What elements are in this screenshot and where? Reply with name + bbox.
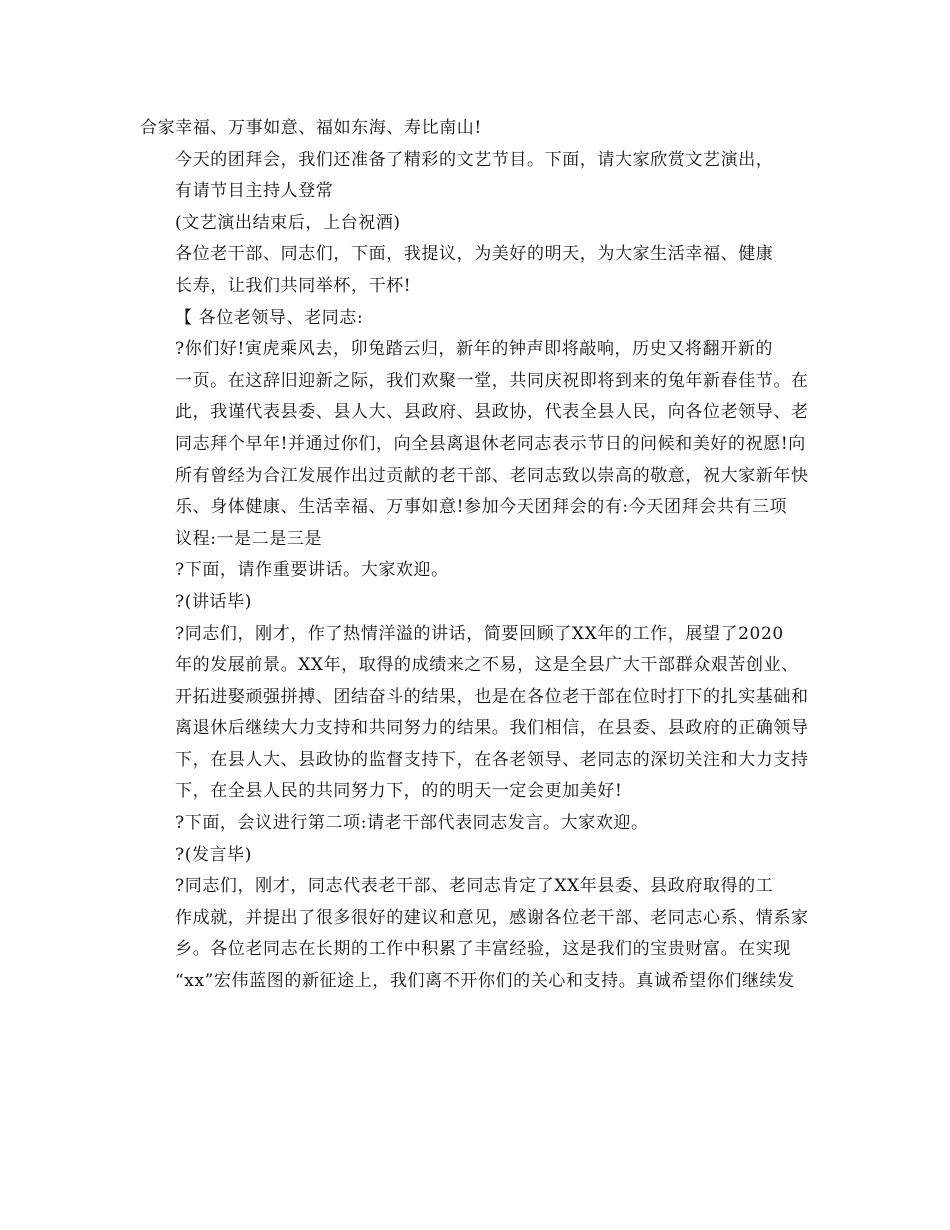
- text-line: ?你们好!寅虎乘风去，卯兔踏云归，新年的钟声即将敲响，历史又将翻开新的: [175, 339, 773, 360]
- text-line: 各位老干部、同志们，下面，我提议，为美好的明天，为大家生活幸福、健康: [175, 244, 774, 265]
- text-line: 所有曾经为合江发展作出过贡献的老干部、老同志致以崇高的敬意，祝大家新年快: [175, 465, 809, 486]
- text-line: 长寿，让我们共同举杯，干杯!: [175, 275, 412, 296]
- text-line: 下，在全县人民的共同努力下，的的明天一定会更加美好!: [175, 781, 623, 802]
- text-line: 今天的团拜会，我们还准备了精彩的文艺节目。下面，请大家欣赏文艺演出，: [175, 149, 774, 170]
- text-line: 此，我谨代表县委、县人大、县政府、县政协，代表全县人民，向各位老领导、老: [175, 402, 809, 423]
- text-line: ?同志们，刚才，同志代表老干部、老同志肯定了XX年县委、县政府取得的工: [175, 876, 774, 897]
- paragraph: [140, 239, 812, 302]
- text-line: 同志拜个早年!并通过你们，向全县离退休老同志表示节日的问候和美好的祝愿!向: [175, 433, 806, 454]
- paragraph: [140, 871, 812, 997]
- text-line: 议程:一是二是三是: [175, 528, 323, 549]
- text-line: 乐、身体健康、生活幸福、万事如意!参加今天团拜会的有:今天团拜会共有三项: [175, 497, 788, 518]
- paragraph: [140, 840, 812, 872]
- text-line: 合家幸福、万事如意、福如东海、寿比南山!: [140, 118, 482, 138]
- text-line: “xx”宏伟蓝图的新征途上，我们离不开你们的关心和支持。真诚希望你们继续发: [175, 971, 795, 992]
- text-line: 年的发展前景。XX年，取得的成绩来之不易，这是全县广大干部群众艰苦创业、: [175, 655, 799, 676]
- text-line: 【 各位老领导、老同志:: [175, 307, 364, 328]
- paragraph: [140, 208, 812, 240]
- text-line: (文艺演出结束后，上台祝酒): [175, 212, 401, 233]
- paragraph: [140, 555, 812, 587]
- paragraph: [140, 587, 812, 619]
- text-line: 开拓进娶顽强拼搏、团结奋斗的结果，也是在各位老干部在位时打下的扎实基础和: [175, 686, 809, 707]
- text-line: ?同志们，刚才，作了热情洋溢的讲话，简要回顾了XX年的工作，展望了2020: [175, 623, 784, 644]
- paragraph: [140, 303, 812, 335]
- text-line: ?(发言毕): [175, 844, 252, 865]
- paragraph: [140, 808, 812, 840]
- paragraph: [140, 145, 812, 208]
- text-line: 下，在县人大、县政协的监督支持下，在各老领导、老同志的深切关注和大力支持: [175, 749, 809, 770]
- text-line: ?下面，请作重要讲话。大家欢迎。: [175, 560, 449, 581]
- text-line: 离退休后继续大力支持和共同努力的结果。我们相信，在县委、县政府的正确领导: [175, 718, 809, 739]
- text-line: 有请节目主持人登常: [175, 181, 334, 202]
- text-line: ?下面，会议进行第二项:请老干部代表同志发言。大家欢迎。: [175, 813, 649, 834]
- text-line: ?(讲话毕): [175, 591, 252, 612]
- paragraph: [140, 334, 812, 555]
- text-line: 乡。各位老同志在长期的工作中积累了丰富经验，这是我们的宝贵财富。在实现: [175, 939, 791, 960]
- document-body: [140, 113, 812, 998]
- text-line: 作成就，并提出了很多很好的建议和意见，感谢各位老干部、老同志心系、情系家: [175, 907, 809, 928]
- paragraph: [140, 113, 812, 145]
- text-line: 一页。在这辞旧迎新之际，我们欢聚一堂，共同庆祝即将到来的兔年新春佳节。在: [175, 370, 809, 391]
- paragraph: [140, 619, 812, 809]
